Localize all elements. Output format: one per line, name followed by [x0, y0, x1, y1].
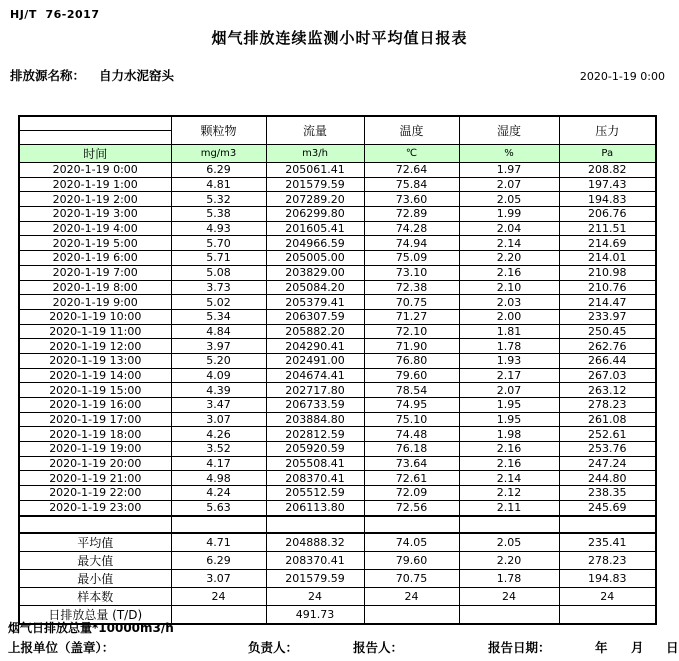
summary-value: 70.75	[364, 569, 459, 587]
value-cell: 4.98	[171, 471, 266, 486]
value-cell: 214.47	[559, 295, 656, 310]
summary-value: 24	[171, 587, 266, 605]
data-rows	[19, 163, 656, 516]
summary-value: 3.07	[171, 569, 266, 587]
table-row	[19, 456, 656, 471]
value-cell: 205061.41	[266, 163, 364, 178]
table-row	[19, 471, 656, 486]
summary-value: 1.78	[459, 569, 559, 587]
value-cell: 72.89	[364, 207, 459, 222]
value-cell: 3.73	[171, 280, 266, 295]
column-header: 压力	[559, 116, 656, 145]
value-cell: 3.07	[171, 412, 266, 427]
time-cell: 2020-1-19 17:00	[19, 412, 171, 427]
time-cell: 2020-1-19 13:00	[19, 353, 171, 368]
value-cell: 278.23	[559, 398, 656, 413]
value-cell: 2.14	[459, 236, 559, 251]
value-cell: 2.14	[459, 471, 559, 486]
value-cell: 1.81	[459, 324, 559, 339]
value-cell: 204966.59	[266, 236, 364, 251]
summary-value: 2.05	[459, 533, 559, 552]
table-row	[19, 368, 656, 383]
time-cell: 2020-1-19 19:00	[19, 442, 171, 457]
value-cell: 201605.41	[266, 221, 364, 236]
report-unit-label: 上报单位（盖章）：	[8, 640, 115, 655]
summary-label: 日排放总量 (T/D)	[19, 605, 171, 624]
value-cell: 79.60	[364, 368, 459, 383]
value-cell: 5.34	[171, 309, 266, 324]
value-cell: 206307.59	[266, 309, 364, 324]
value-cell: 210.76	[559, 280, 656, 295]
value-cell: 3.52	[171, 442, 266, 457]
value-cell: 2.16	[459, 442, 559, 457]
summary-label: 最小值	[19, 569, 171, 587]
value-cell: 2.11	[459, 500, 559, 515]
summary-value: 2.20	[459, 551, 559, 569]
value-cell: 1.93	[459, 353, 559, 368]
value-cell: 74.95	[364, 398, 459, 413]
value-cell: 5.32	[171, 192, 266, 207]
value-cell: 245.69	[559, 500, 656, 515]
time-cell: 2020-1-19 0:00	[19, 163, 171, 178]
value-cell: 205512.59	[266, 486, 364, 501]
table-row	[19, 398, 656, 413]
corner-cell-top	[19, 116, 171, 131]
month-label: 月	[631, 640, 644, 655]
summary-row	[19, 569, 656, 587]
unit-cell: ℃	[364, 145, 459, 163]
value-cell: 1.78	[459, 339, 559, 354]
table-row	[19, 309, 656, 324]
table-row	[19, 221, 656, 236]
column-header: 颗粒物	[171, 116, 266, 145]
total-emission-note: 烟气日排放总量*10000m3/h	[8, 621, 174, 635]
value-cell: 205084.20	[266, 280, 364, 295]
value-cell: 72.56	[364, 500, 459, 515]
table-row	[19, 236, 656, 251]
value-cell: 5.70	[171, 236, 266, 251]
summary-row	[19, 551, 656, 569]
summary-value: 24	[266, 587, 364, 605]
page-title: 烟气排放连续监测小时平均值日报表	[211, 29, 468, 47]
signature-row	[0, 638, 679, 656]
value-cell: 72.38	[364, 280, 459, 295]
time-cell: 2020-1-19 2:00	[19, 192, 171, 207]
time-cell: 2020-1-19 14:00	[19, 368, 171, 383]
summary-label: 最大值	[19, 551, 171, 569]
value-cell: 78.54	[364, 383, 459, 398]
year-label: 年	[595, 640, 608, 655]
table-row	[19, 177, 656, 192]
value-cell: 214.69	[559, 236, 656, 251]
value-cell: 74.48	[364, 427, 459, 442]
summary-row	[19, 533, 656, 552]
value-cell: 5.20	[171, 353, 266, 368]
spacer-section	[19, 516, 656, 533]
emission-source	[10, 66, 174, 84]
table-row	[19, 383, 656, 398]
value-cell: 211.51	[559, 221, 656, 236]
value-cell: 73.60	[364, 192, 459, 207]
value-cell: 2.03	[459, 295, 559, 310]
value-cell: 205882.20	[266, 324, 364, 339]
summary-value: 491.73	[266, 605, 364, 624]
summary-value	[559, 605, 656, 624]
value-cell: 252.61	[559, 427, 656, 442]
summary-label: 平均值	[19, 533, 171, 552]
value-cell: 4.24	[171, 486, 266, 501]
value-cell: 197.43	[559, 177, 656, 192]
emission-source-name: 自力水泥窑头	[99, 68, 175, 83]
emission-source-label: 排放源名称：	[10, 68, 86, 83]
report-table	[18, 115, 657, 625]
table-row	[19, 207, 656, 222]
summary-value: 24	[459, 587, 559, 605]
value-cell: 3.47	[171, 398, 266, 413]
value-cell: 203884.80	[266, 412, 364, 427]
header-rows	[19, 116, 656, 163]
value-cell: 206113.80	[266, 500, 364, 515]
corner-cell-bottom	[19, 131, 171, 145]
header-row-1	[19, 116, 656, 131]
value-cell: 238.35	[559, 486, 656, 501]
value-cell: 2.12	[459, 486, 559, 501]
summary-value: 4.71	[171, 533, 266, 552]
time-cell: 2020-1-19 4:00	[19, 221, 171, 236]
summary-value: 24	[559, 587, 656, 605]
standard-code: HJ/T 76-2017	[10, 8, 100, 21]
value-cell: 2.07	[459, 383, 559, 398]
value-cell: 73.10	[364, 265, 459, 280]
value-cell: 71.27	[364, 309, 459, 324]
summary-value: 201579.59	[266, 569, 364, 587]
table-row	[19, 486, 656, 501]
value-cell: 71.90	[364, 339, 459, 354]
value-cell: 4.26	[171, 427, 266, 442]
value-cell: 3.97	[171, 339, 266, 354]
day-label: 日	[666, 640, 679, 655]
summary-value: 204888.32	[266, 533, 364, 552]
table-row	[19, 251, 656, 266]
value-cell: 247.24	[559, 456, 656, 471]
value-cell: 202491.00	[266, 353, 364, 368]
table-row	[19, 295, 656, 310]
time-cell: 2020-1-19 6:00	[19, 251, 171, 266]
table-row	[19, 280, 656, 295]
table-row	[19, 500, 656, 515]
value-cell: 262.76	[559, 339, 656, 354]
report-datetime: 2020-1-19 0:00	[579, 70, 665, 83]
value-cell: 2.17	[459, 368, 559, 383]
time-cell: 2020-1-19 3:00	[19, 207, 171, 222]
value-cell: 1.95	[459, 412, 559, 427]
time-cell: 2020-1-19 1:00	[19, 177, 171, 192]
value-cell: 202717.80	[266, 383, 364, 398]
table-row	[19, 412, 656, 427]
value-cell: 72.10	[364, 324, 459, 339]
time-cell: 2020-1-19 21:00	[19, 471, 171, 486]
value-cell: 75.09	[364, 251, 459, 266]
table-row	[19, 163, 656, 178]
value-cell: 2.16	[459, 265, 559, 280]
column-header: 流量	[266, 116, 364, 145]
value-cell: 253.76	[559, 442, 656, 457]
table-row	[19, 427, 656, 442]
value-cell: 210.98	[559, 265, 656, 280]
value-cell: 70.75	[364, 295, 459, 310]
time-cell: 2020-1-19 10:00	[19, 309, 171, 324]
value-cell: 194.83	[559, 192, 656, 207]
summary-row	[19, 587, 656, 605]
summary-value: 79.60	[364, 551, 459, 569]
value-cell: 72.61	[364, 471, 459, 486]
value-cell: 5.63	[171, 500, 266, 515]
time-cell: 2020-1-19 8:00	[19, 280, 171, 295]
summary-value	[364, 605, 459, 624]
value-cell: 244.80	[559, 471, 656, 486]
reporter-label: 报告人：	[353, 640, 404, 655]
spacer-row	[19, 516, 656, 533]
value-cell: 2.05	[459, 192, 559, 207]
unit-row	[19, 145, 656, 163]
value-cell: 5.08	[171, 265, 266, 280]
time-cell: 2020-1-19 15:00	[19, 383, 171, 398]
value-cell: 5.38	[171, 207, 266, 222]
value-cell: 1.98	[459, 427, 559, 442]
value-cell: 75.84	[364, 177, 459, 192]
time-cell: 2020-1-19 9:00	[19, 295, 171, 310]
value-cell: 203829.00	[266, 265, 364, 280]
value-cell: 250.45	[559, 324, 656, 339]
value-cell: 204674.41	[266, 368, 364, 383]
summary-value: 208370.41	[266, 551, 364, 569]
value-cell: 205005.00	[266, 251, 364, 266]
value-cell: 75.10	[364, 412, 459, 427]
summary-value: 24	[364, 587, 459, 605]
value-cell: 6.29	[171, 163, 266, 178]
summary-label: 样本数	[19, 587, 171, 605]
value-cell: 233.97	[559, 309, 656, 324]
value-cell: 214.01	[559, 251, 656, 266]
value-cell: 206.76	[559, 207, 656, 222]
value-cell: 206733.59	[266, 398, 364, 413]
value-cell: 205508.41	[266, 456, 364, 471]
value-cell: 261.08	[559, 412, 656, 427]
value-cell: 4.39	[171, 383, 266, 398]
summary-value: 74.05	[364, 533, 459, 552]
value-cell: 202812.59	[266, 427, 364, 442]
value-cell: 1.99	[459, 207, 559, 222]
table-row	[19, 353, 656, 368]
time-cell: 2020-1-19 12:00	[19, 339, 171, 354]
time-cell: 2020-1-19 7:00	[19, 265, 171, 280]
value-cell: 266.44	[559, 353, 656, 368]
meta-row	[10, 66, 665, 84]
value-cell: 72.64	[364, 163, 459, 178]
value-cell: 263.12	[559, 383, 656, 398]
value-cell: 73.64	[364, 456, 459, 471]
table-row	[19, 324, 656, 339]
summary-value: 6.29	[171, 551, 266, 569]
time-column-header: 时间	[19, 145, 171, 163]
value-cell: 5.02	[171, 295, 266, 310]
summary-value: 194.83	[559, 569, 656, 587]
table-row	[19, 265, 656, 280]
value-cell: 72.09	[364, 486, 459, 501]
column-header: 温度	[364, 116, 459, 145]
summary-value	[171, 605, 266, 624]
time-cell: 2020-1-19 18:00	[19, 427, 171, 442]
responsible-label: 负责人：	[248, 640, 299, 655]
value-cell: 2.20	[459, 251, 559, 266]
value-cell: 205920.59	[266, 442, 364, 457]
time-cell: 2020-1-19 22:00	[19, 486, 171, 501]
summary-rows	[19, 533, 656, 624]
time-cell: 2020-1-19 23:00	[19, 500, 171, 515]
value-cell: 205379.41	[266, 295, 364, 310]
value-cell: 74.94	[364, 236, 459, 251]
value-cell: 4.09	[171, 368, 266, 383]
value-cell: 2.16	[459, 456, 559, 471]
summary-value: 278.23	[559, 551, 656, 569]
value-cell: 1.95	[459, 398, 559, 413]
unit-cell: m3/h	[266, 145, 364, 163]
table-row	[19, 192, 656, 207]
unit-cell: %	[459, 145, 559, 163]
unit-cell: mg/m3	[171, 145, 266, 163]
value-cell: 204290.41	[266, 339, 364, 354]
table-row	[19, 442, 656, 457]
value-cell: 76.80	[364, 353, 459, 368]
time-cell: 2020-1-19 5:00	[19, 236, 171, 251]
value-cell: 4.93	[171, 221, 266, 236]
time-cell: 2020-1-19 20:00	[19, 456, 171, 471]
value-cell: 5.71	[171, 251, 266, 266]
value-cell: 74.28	[364, 221, 459, 236]
value-cell: 4.84	[171, 324, 266, 339]
value-cell: 4.17	[171, 456, 266, 471]
unit-cell: Pa	[559, 145, 656, 163]
time-cell: 2020-1-19 16:00	[19, 398, 171, 413]
value-cell: 1.97	[459, 163, 559, 178]
value-cell: 267.03	[559, 368, 656, 383]
column-header: 湿度	[459, 116, 559, 145]
time-cell: 2020-1-19 11:00	[19, 324, 171, 339]
value-cell: 76.18	[364, 442, 459, 457]
value-cell: 2.07	[459, 177, 559, 192]
summary-value: 235.41	[559, 533, 656, 552]
value-cell: 207289.20	[266, 192, 364, 207]
value-cell: 2.04	[459, 221, 559, 236]
value-cell: 4.81	[171, 177, 266, 192]
value-cell: 206299.80	[266, 207, 364, 222]
summary-value	[459, 605, 559, 624]
value-cell: 2.10	[459, 280, 559, 295]
value-cell: 208370.41	[266, 471, 364, 486]
value-cell: 201579.59	[266, 177, 364, 192]
table-row	[19, 339, 656, 354]
value-cell: 208.82	[559, 163, 656, 178]
report-date-label: 报告日期：	[488, 640, 551, 655]
value-cell: 2.00	[459, 309, 559, 324]
